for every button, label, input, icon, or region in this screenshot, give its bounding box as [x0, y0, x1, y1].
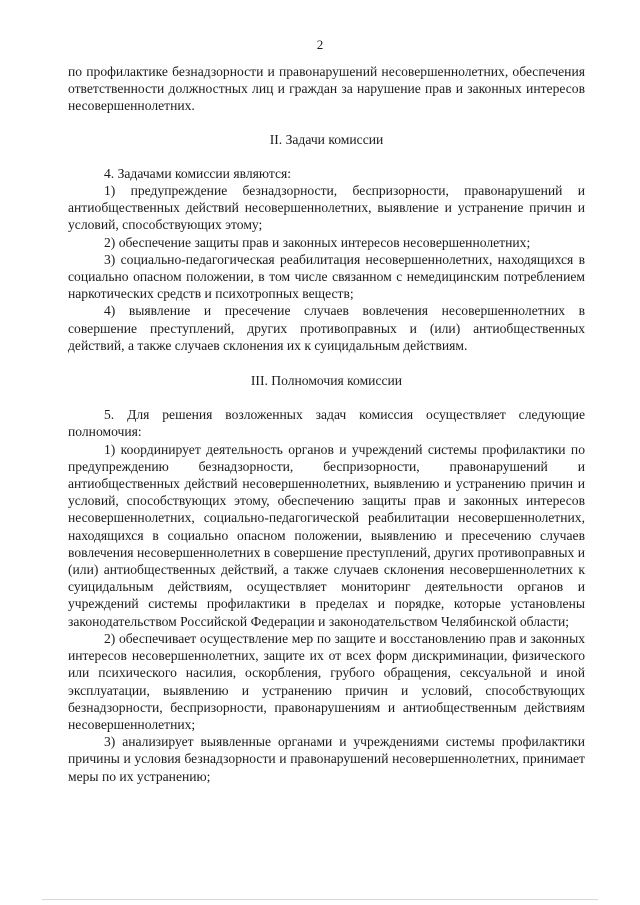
intro-paragraph: по профилактике безнадзорности и правонарушений несовершеннолетних, обеспечения ответственности должностных лиц и граждан за нарушение прав и законных интересов несовершеннолетних.	[68, 64, 585, 114]
section-3-heading: III. Полномочия комиссии	[250, 373, 403, 389]
section-3-paragraph: 3) анализирует выявленные органами и учреждениями системы профилактики причины и условия безнадзорности и правонарушений несовершеннолетних, принимает меры по их устранению;	[68, 734, 585, 784]
section-2-paragraph: 3) социально-педагогическая реабилитация несовершеннолетних, находящихся в социально опасном положении, в том числе связанном с немедицинским потреблением наркотических средств и психотропных веществ;	[68, 251, 585, 302]
section-2-paragraph: 4. Задачами комиссии являются:	[104, 165, 292, 181]
page-number: 2	[316, 37, 324, 52]
section-2-paragraph: 1) предупреждение безнадзорности, беспризорности, правонарушений и антиобщественных действий несовершеннолетних, выявление и устранение причин и условий, способствующих этому;	[68, 183, 585, 233]
section-3-paragraph: 1) координирует деятельность органов и учреждений системы профилактики по предупреждению безнадзорности, беспризорности, правонарушений и антиобщественных действий несовершеннолетних, выявлению и устранению причин и условий, способствующих этому, обеспечению защиты прав и законных интересов несовершеннолетних, социально-педагогической реабилитации несовершеннолетних, находящихся в социально опасном положении, выявлению и пресечению случаев вовлечения несовершеннолетних в совершение преступлений, других противоправных и (или) антиобщественных действий, а также случаев склонения несовершеннолетних к суицидальным действиям, осуществляет мониторинг деятельности органов и учреждений системы профилактики в пределах и порядке, которые установлены законодательством Российской Федерации и законодательством Челябинской области;	[68, 441, 585, 629]
document-body	[68, 63, 585, 785]
section-2-paragraph: 4) выявление и пресечение случаев вовлечения несовершеннолетних в совершение преступлений, других противоправных и (или) антиобщественных действий, а также случаев склонения их к суицидальным действиям.	[68, 303, 585, 353]
section-2-heading: II. Задачи комиссии	[269, 131, 384, 147]
section-2-paragraph: 2) обеспечение защиты прав и законных интересов несовершеннолетних;	[104, 234, 531, 250]
page-bottom-edge	[42, 899, 598, 900]
section-3-paragraph: 2) обеспечивает осуществление мер по защите и восстановлению прав и законных интересов несовершеннолетних, защите их от всех форм дискриминации, физического или психического насилия, оскорбления, грубого обращения, сексуальной и иной эксплуатации, выявлению и устранению причин и условий, способствующих безнадзорности, беспризорности, правонарушениям и антиобщественным действиям несовершеннолетних;	[68, 630, 585, 732]
section-3-paragraph: 5. Для решения возложенных задач комиссия осуществляет следующие полномочия:	[68, 407, 585, 440]
